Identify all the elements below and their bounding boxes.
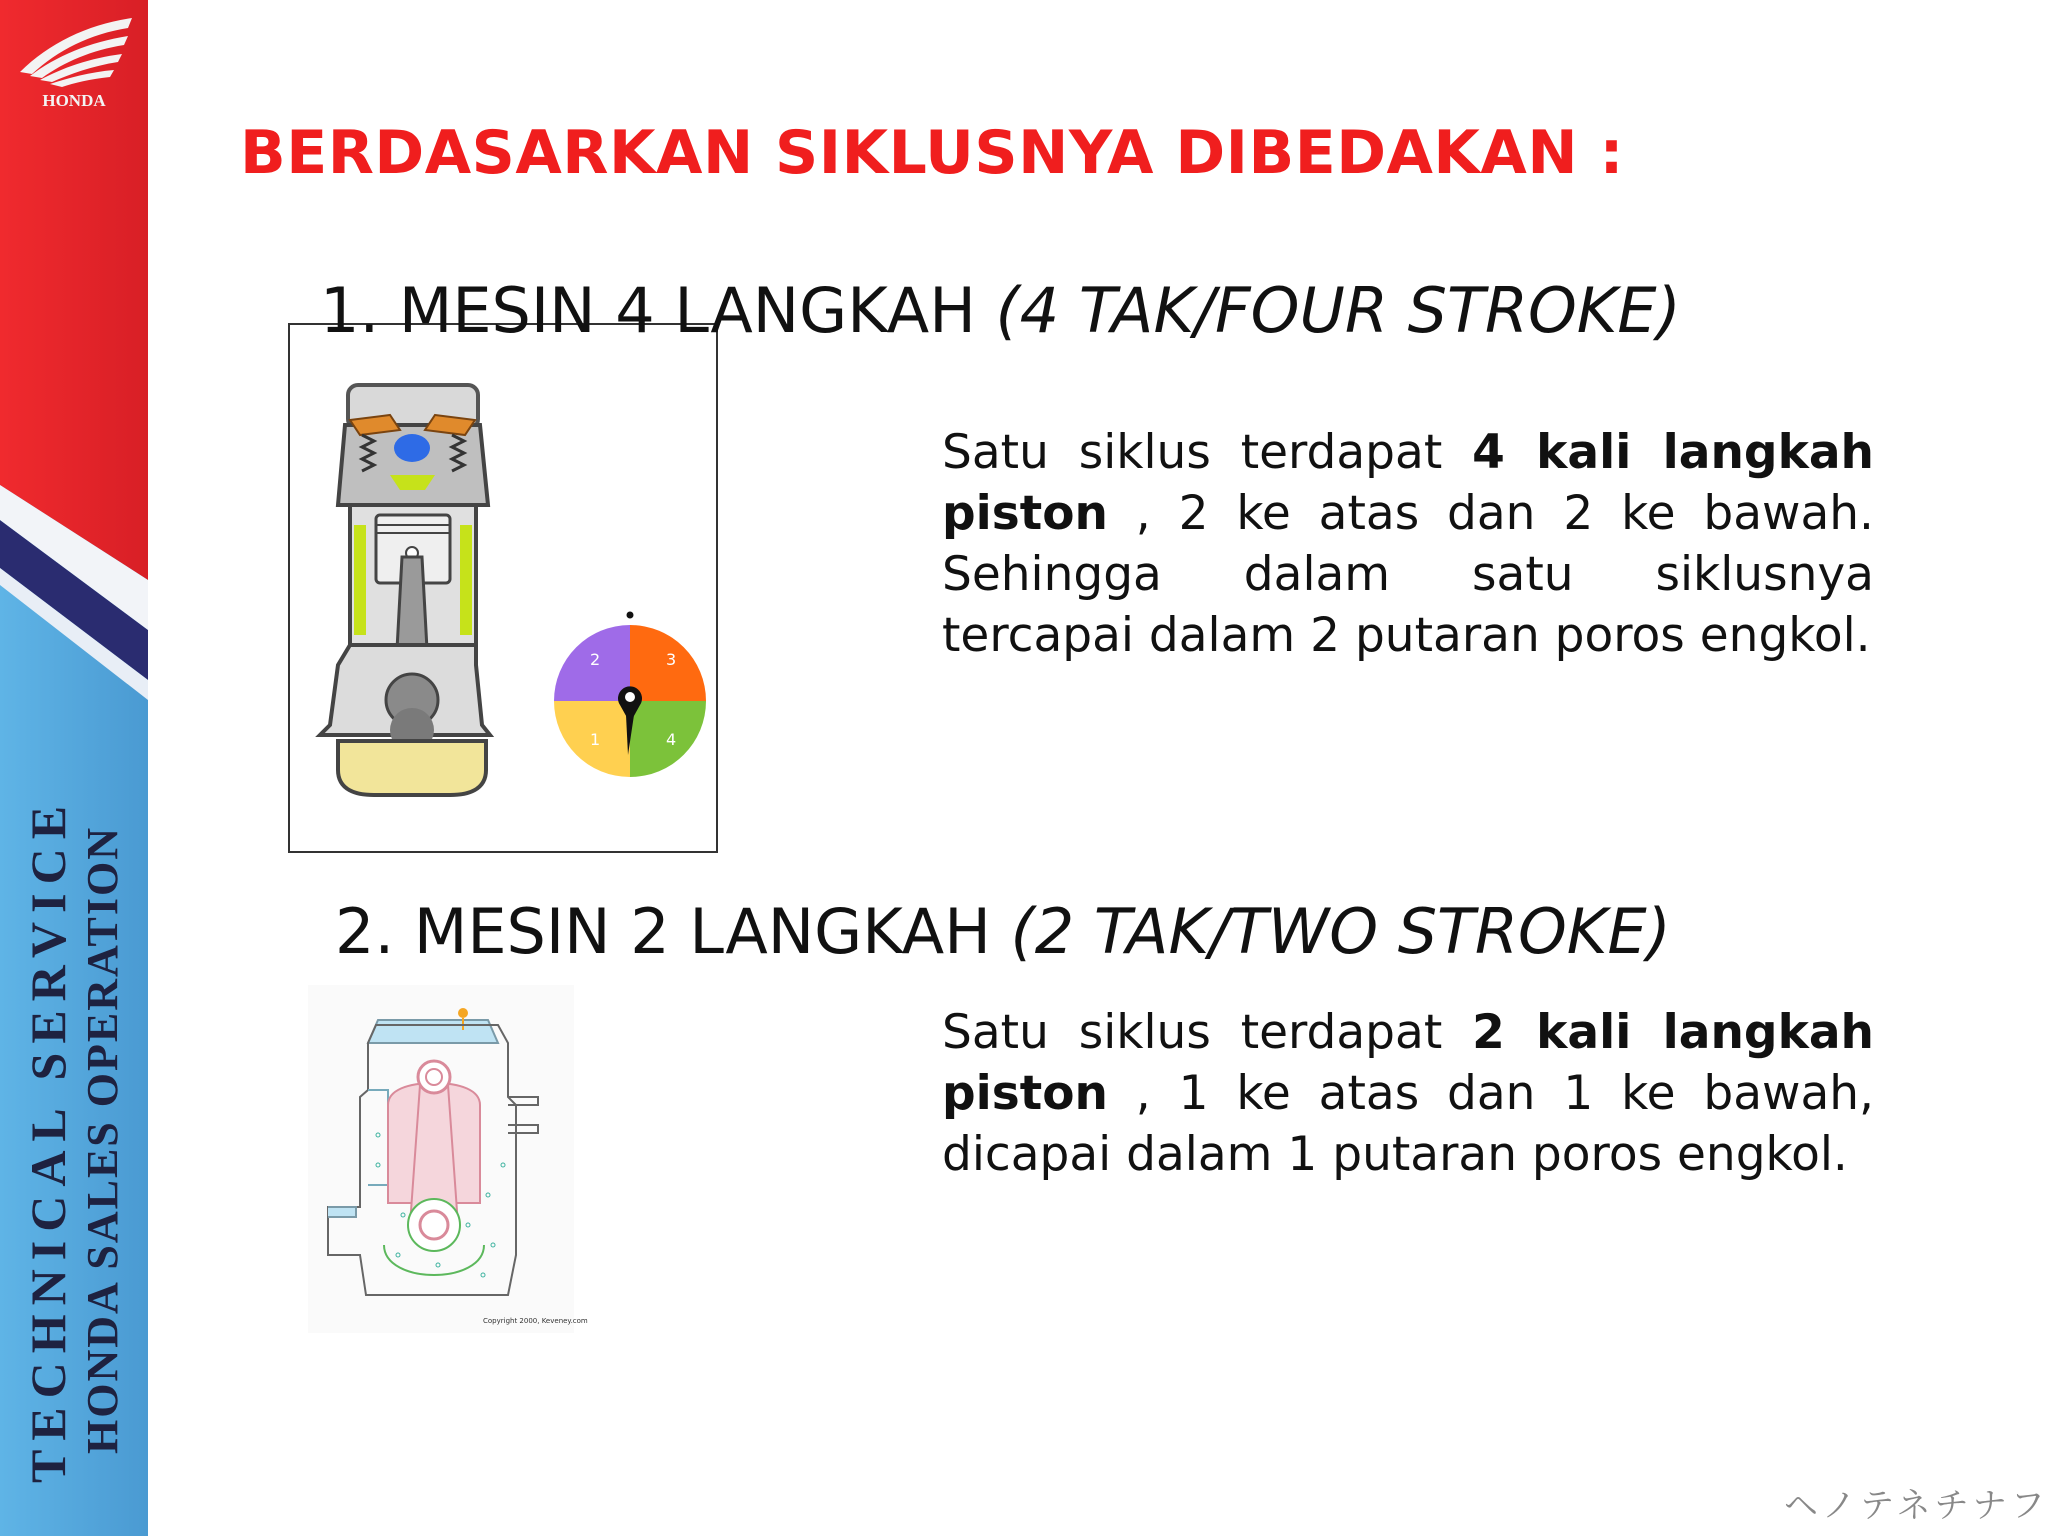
- honda-wing-logo: [10, 12, 138, 112]
- dial-label-4: 4: [666, 730, 677, 749]
- section-2-text-pre: Satu siklus terdapat: [942, 1005, 1473, 1060]
- section-1-heading-italic: (4 TAK/FOUR STROKE): [995, 274, 1681, 347]
- section-2-text-post: , 1 ke atas dan 1 ke bawah, dicapai dalam 1 putaran poros engkol.: [942, 1066, 1874, 1182]
- stroke-dial: [554, 612, 706, 778]
- four-stroke-illustration: [290, 325, 716, 851]
- section-1-text-bold: 4 kali langkah piston: [942, 425, 1875, 541]
- section-2-heading-italic: (2 TAK/TWO STROKE): [1010, 895, 1671, 968]
- section-1-text-post: , 2 ke atas dan 2 ke bawah. Sehingga dalam satu siklusnya tercapai dalam 2 putaran poros engkol.: [942, 486, 1874, 663]
- section-1-heading-main: 1. MESIN 4 LANGKAH: [320, 274, 996, 347]
- section-2-text-bold: 2 kali langkah piston: [942, 1005, 1875, 1121]
- four-stroke-diagram: [288, 323, 718, 853]
- section-1-heading: [320, 274, 1681, 347]
- sidebar-vertical-text: [19, 797, 129, 1483]
- dial-label-1: 1: [590, 730, 601, 749]
- section-1-text-pre: Satu siklus terdapat: [942, 425, 1473, 480]
- section-1-description: [942, 422, 1874, 666]
- corner-text: ヘノテネチナフ: [1784, 1486, 2049, 1526]
- section-2-heading: [335, 895, 1671, 968]
- honda-sales-operation-label: HONDA SALES OPERATION: [78, 826, 127, 1454]
- section-2-heading-main: 2. MESIN 2 LANGKAH: [335, 895, 1011, 968]
- two-stroke-copyright: Copyright 2000, Keveney.com: [483, 1317, 588, 1325]
- dial-label-2: 2: [590, 650, 601, 669]
- technical-service-label: TECHNICAL SERVICE: [20, 796, 76, 1484]
- two-stroke-diagram: [308, 985, 588, 1333]
- two-stroke-illustration: [308, 985, 588, 1333]
- section-2-description: [942, 1002, 1874, 1185]
- dial-label-3: 3: [666, 650, 677, 669]
- sidebar: [0, 0, 148, 1536]
- page-title: BERDASARKAN SIKLUSNYA DIBEDAKAN :: [240, 118, 1624, 188]
- honda-brand-text: HONDA: [42, 91, 106, 110]
